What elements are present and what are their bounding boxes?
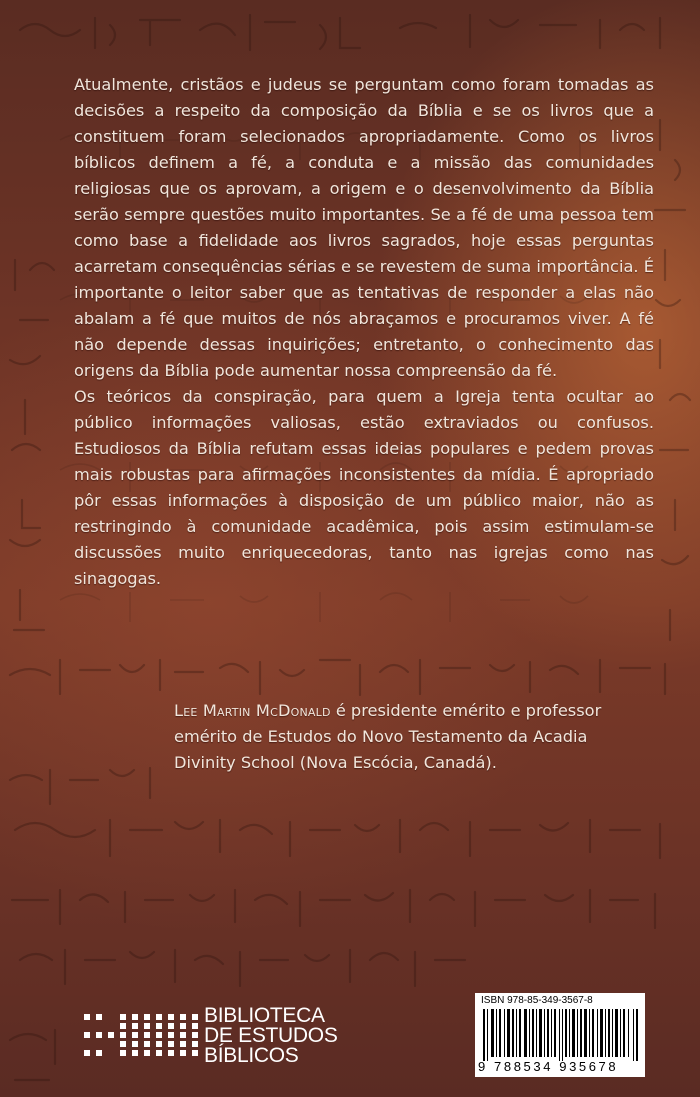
back-cover-description	[74, 72, 654, 592]
author-name: Lee Martin McDonald	[174, 701, 331, 720]
dot-pattern-icon	[84, 1006, 204, 1068]
description-paragraph-2: Os teóricos da conspiração, para quem a Igreja tenta ocultar ao público informações valiosas, estão extraviados ou confusos. Estudiosos da Bíblia refutam essas ideias populares e pedem provas mais robustas para afirmações inconsistentes da mídia. É apropriado pôr essas informações à disposição de um público maior, não as restringindo à comunidade acadêmica, pois assim estimulam-se discussões muito enriquecedoras, tanto nas igrejas como nas sinagogas.	[74, 387, 654, 588]
publisher-series-logo	[84, 1006, 402, 1068]
series-logo-wordmark	[204, 1006, 404, 1066]
isbn-label: ISBN 978-85-349-3567-8	[481, 995, 593, 1006]
logo-line-1: BIBLIOTECA	[204, 1004, 325, 1027]
logo-line-2: DE ESTUDOS	[204, 1024, 338, 1047]
isbn-barcode	[475, 993, 645, 1077]
logo-line-3: BÍBLICOS	[204, 1044, 299, 1067]
barcode-icon	[483, 1009, 639, 1061]
barcode-digits: 9 788534 935678	[478, 1059, 619, 1074]
description-paragraph-1: Atualmente, cristãos e judeus se perguntam como foram tomadas as decisões a respeito da composição da Bíblia e se os livros que a constituem foram selecionados apropriadamente. Como os livros bíblicos definem a fé, a conduta e a missão das comunidades religiosas que os aprovam, a origem e o desenvolvimento da Bíblia serão sempre questões muito importantes. Se a fé de uma pessoa tem como base a fidelidade aos livros sagrados, hoje essas perguntas acarretam consequências sérias e se revestem de suma importância. É importante o leitor saber que as tentativas de responder a elas não abalam a fé que muitos de nós abraçamos e procuramos viver. A fé não depende dessas inquirições; entretanto, o conhecimento das origens da Bíblia pode aumentar nossa compreensão da fé.	[74, 75, 654, 380]
author-bio-text: é presidente emérito e professor emérito de Estudos do Novo Testamento da Acadia Divinity School (Nova Escócia, Canadá).	[174, 701, 602, 772]
author-bio	[174, 698, 654, 776]
